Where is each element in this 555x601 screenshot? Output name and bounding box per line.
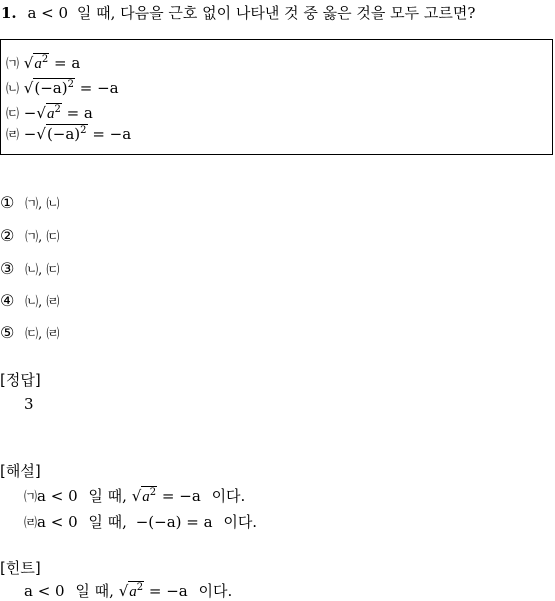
choice-number: ⑤ — [0, 323, 15, 342]
choice-number: ② — [0, 226, 15, 245]
explanation-expr-rhs: = −a — [161, 487, 201, 505]
statement-rhs: = a — [54, 54, 81, 72]
explanation-tail: 이다. — [211, 487, 246, 505]
question-line — [1, 2, 475, 23]
explanation-condition: a < 0 — [37, 487, 78, 505]
power: 2 — [136, 582, 144, 593]
explanation-mark: ㈀ — [24, 490, 38, 505]
choice-number: ④ — [0, 291, 15, 310]
sqrt-expression: $√(-a)^2$ — [36, 125, 87, 143]
sqrt-expression: $√(-a)^2$ — [23, 79, 74, 97]
explanation-mark: ㈃ — [24, 516, 38, 531]
statement-mark: ㈀ — [6, 57, 20, 72]
choice-1[interactable] — [0, 193, 59, 212]
explanation-tail: 이다. — [223, 513, 258, 531]
explanation-heading: [해설] — [0, 462, 41, 480]
explanation-line-2 — [24, 511, 257, 532]
choice-label: ㈀, ㈂ — [25, 230, 60, 245]
statement-mark: ㈃ — [6, 128, 20, 143]
radicand: a — [34, 56, 42, 72]
sqrt-expression: $√a^2$ — [118, 582, 144, 600]
statement-mark: ㈁ — [6, 82, 20, 97]
question-text: 일 때, 다음을 근호 없이 나타낸 것 중 옳은 것을 모두 고르면? — [76, 4, 476, 22]
explanation-expr: −(−a) = a — [135, 513, 213, 531]
choice-5[interactable] — [0, 323, 59, 342]
statement-3 — [6, 103, 93, 123]
choice-4[interactable] — [0, 291, 59, 310]
hint-mid: 일 때, — [75, 582, 114, 600]
choice-label: ㈁, ㈂ — [25, 263, 60, 278]
choice-label: ㈂, ㈃ — [25, 327, 60, 342]
explanation-condition: a < 0 — [37, 513, 78, 531]
hint-tail: 이다. — [198, 582, 233, 600]
statement-prefix: − — [23, 104, 37, 122]
radicand: a — [46, 106, 55, 122]
hint-heading: [힌트] — [0, 559, 41, 577]
power: 2 — [80, 125, 87, 136]
statement-2 — [6, 78, 119, 97]
radicand: (−a) — [34, 79, 68, 97]
choice-3[interactable] — [0, 259, 59, 278]
statement-prefix: − — [23, 125, 37, 143]
hint-condition: a < 0 — [24, 582, 65, 600]
answer-heading: [정답] — [0, 371, 41, 389]
radicand: a — [142, 489, 150, 505]
statement-rhs: = a — [66, 104, 93, 122]
choice-number: ① — [0, 193, 15, 212]
question-number: 1. — [1, 4, 17, 22]
sqrt-expression: $√a^2$ — [23, 54, 49, 72]
hint-line — [24, 580, 232, 601]
explanation-mid: 일 때, — [88, 513, 127, 531]
hint-expr-rhs: = −a — [148, 582, 188, 600]
power: 2 — [67, 79, 74, 90]
statement-4 — [6, 124, 131, 143]
choice-label: ㈀, ㈁ — [25, 197, 60, 212]
sqrt-expression: $√a^2$ — [36, 104, 61, 122]
power: 2 — [54, 104, 61, 115]
explanation-line-1 — [24, 485, 245, 506]
statement-mark: ㈂ — [6, 107, 20, 122]
statement-rhs: = −a — [79, 79, 119, 97]
sqrt-expression: $√a^2$ — [131, 487, 157, 505]
choice-number: ③ — [0, 259, 15, 278]
power: 2 — [149, 487, 157, 498]
statement-1 — [6, 53, 80, 73]
answer-value: 3 — [24, 395, 34, 413]
radicand: a — [129, 584, 137, 600]
power: 2 — [41, 54, 49, 65]
radicand: (−a) — [46, 125, 81, 143]
explanation-mid: 일 때, — [88, 487, 127, 505]
choice-label: ㈁, ㈃ — [25, 295, 60, 310]
question-condition: a < 0 — [27, 4, 69, 22]
statement-rhs: = −a — [92, 125, 132, 143]
choice-2[interactable] — [0, 226, 59, 245]
